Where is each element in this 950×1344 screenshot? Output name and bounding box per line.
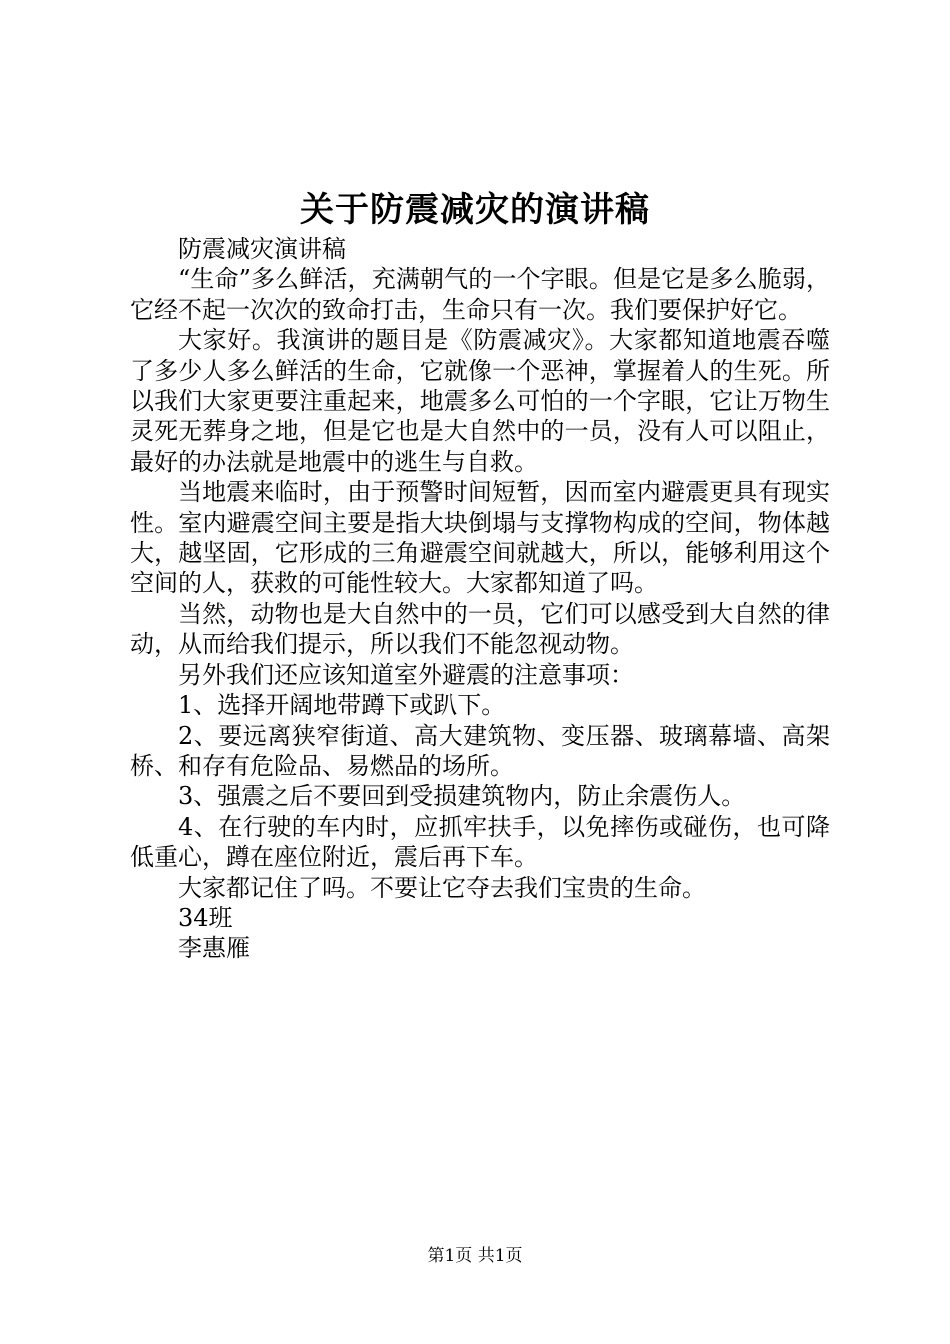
author-class: 34班: [178, 903, 233, 932]
page-footer: 第1页 共1页: [427, 1246, 523, 1266]
document-title: 关于防震减灾的演讲稿: [300, 190, 650, 230]
paragraph-closing: 大家都记住了吗。不要让它夺去我们宝贵的生命。: [178, 873, 706, 902]
author-name: 李惠雁: [178, 934, 250, 963]
list-item-2: 2、要远离狭窄街道、高大建筑物、变压器、玻璃幕墙、高架桥、和存有危险品、易燃品的场所。: [130, 721, 830, 780]
paragraph-indoor: 当地震来临时，由于预警时间短暂，因而室内避震更具有现实性。室内避震空间主要是指大块倒塌与支撑物构成的空间，物体越大，越坚固，它形成的三角避震空间就越大，所以，能够利用这个空间的人，获救的可能性较大。大家都知道了吗。: [130, 478, 830, 598]
list-item-4: 4、在行驶的车内时，应抓牢扶手，以免摔伤或碰伤，也可降低重心，蹲在座位附近，震后再下车。: [130, 812, 830, 872]
paragraph-intro: “生命”多么鲜活，充满朝气的一个字眼。但是它是多么脆弱，它经不起一次次的致命打击，生命只有一次。我们要保护好它。: [130, 265, 830, 324]
paragraph-greeting: 大家好。我演讲的题目是《防震减灾》。大家都知道地震吞噬了多少人多么鲜活的生命，它就像一个恶神，掌握着人的生死。所以我们大家更要注重起来，地震多么可怕的一个字眼，它让万物生灵死无葬身之地，但是它也是大自然中的一员，没有人可以阻止，最好的办法就是地震中的逃生与自救。: [130, 326, 830, 476]
list-item-3: 3、强震之后不要回到受损建筑物内，防止余震伤人。: [178, 782, 746, 811]
list-item-1: 1、选择开阔地带蹲下或趴下。: [178, 691, 506, 720]
document-body: [130, 234, 830, 964]
paragraph-animals: 当然，动物也是大自然中的一员，它们可以感受到大自然的律动，从而给我们提示，所以我们不能忽视动物。: [130, 599, 830, 659]
paragraph-outdoor-intro: 另外我们还应该知道室外避震的注意事项：: [178, 660, 634, 689]
paragraph-subtitle: 防震减灾演讲稿: [178, 235, 346, 263]
